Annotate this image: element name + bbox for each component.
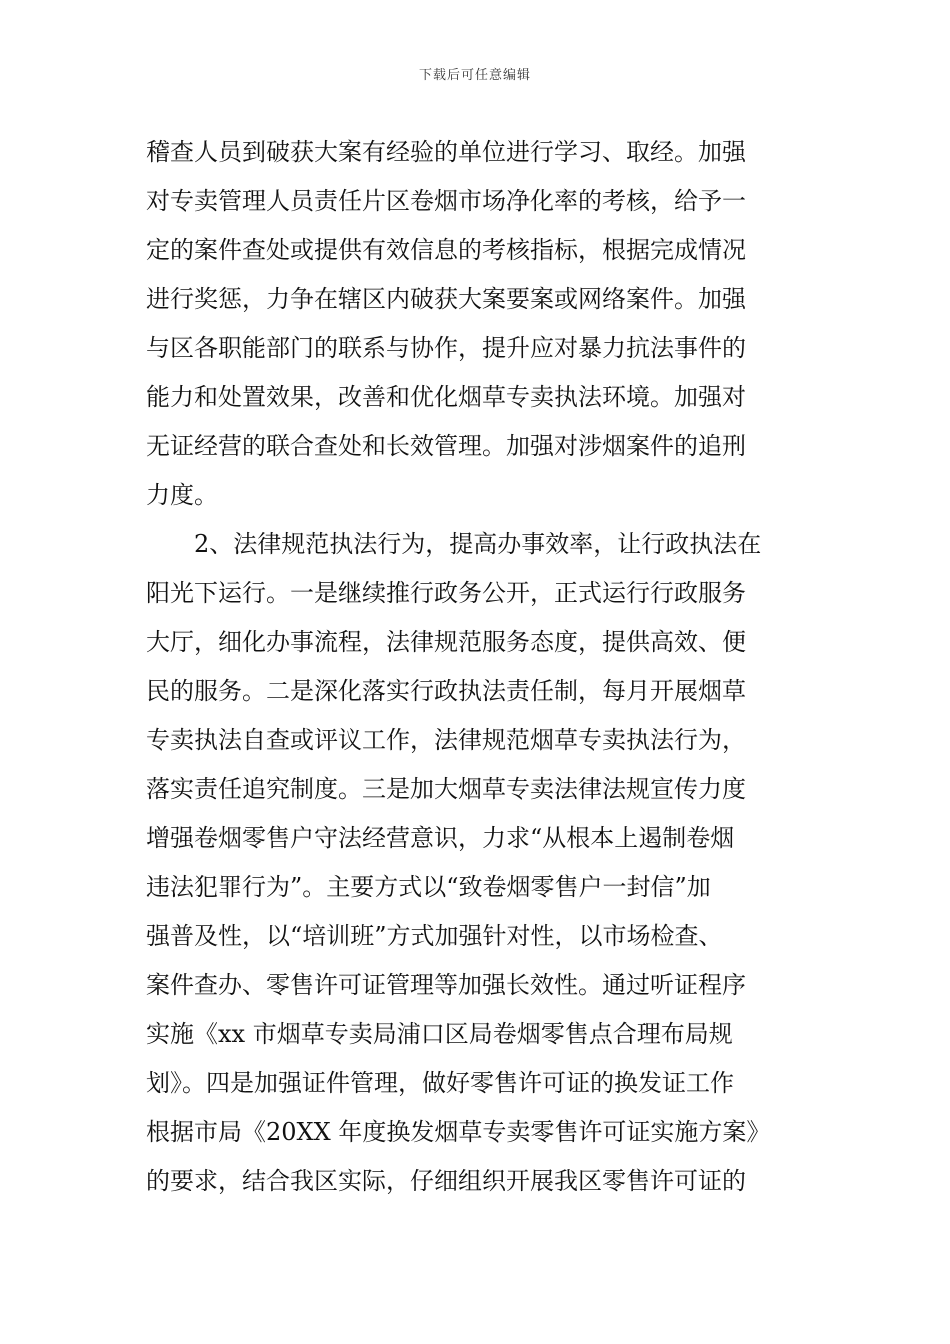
- text-line: 划》。四是加强证件管理，做好零售许可证的换发证工作: [146, 1069, 734, 1097]
- text-line: 的要求，结合我区实际，仔细组织开展我区零售许可证的: [146, 1167, 746, 1195]
- text-line: 与区各职能部门的联系与协作，提升应对暴力抗法事件的: [146, 334, 746, 362]
- text-line: 对专卖管理人员责任片区卷烟市场净化率的考核，给予一: [146, 187, 746, 215]
- page-header: 下载后可任意编辑: [418, 68, 531, 83]
- text-line: 稽查人员到破获大案有经验的单位进行学习、取经。加强: [146, 138, 746, 166]
- text-line: 增强卷烟零售户守法经营意识，力求“从根本上遏制卷烟: [146, 824, 735, 852]
- text-line: 落实责任追究制度。三是加大烟草专卖法律法规宣传力度: [146, 775, 746, 803]
- text-line: 强普及性，以“培训班”方式加强针对性，以市场检查、: [146, 922, 723, 950]
- text-line: 案件查办、零售许可证管理等加强长效性。通过听证程序: [146, 971, 746, 999]
- text-line: 民的服务。二是深化落实行政执法责任制，每月开展烟草: [146, 677, 746, 705]
- text-line: 实施《xx 市烟草专卖局浦口区局卷烟零售点合理布局规: [146, 1020, 733, 1048]
- text-line: 定的案件查处或提供有效信息的考核指标，根据完成情况: [146, 236, 746, 264]
- text-line: 无证经营的联合查处和长效管理。加强对涉烟案件的追刑: [146, 432, 746, 460]
- text-line: 阳光下运行。一是继续推行政务公开，正式运行行政服务: [146, 579, 746, 607]
- text-line: 进行奖惩，力争在辖区内破获大案要案或网络案件。加强: [146, 285, 746, 313]
- text-line: 能力和处置效果，改善和优化烟草专卖执法环境。加强对: [146, 383, 746, 411]
- text-line: 专卖执法自查或评议工作，法律规范烟草专卖执法行为，: [146, 726, 746, 754]
- document-body: [146, 128, 810, 1206]
- text-line: 违法犯罪行为”。主要方式以“致卷烟零售户一封信”加: [146, 873, 711, 901]
- paragraph-start-line: 2、法律规范执法行为，提高办事效率，让行政执法在: [194, 530, 762, 558]
- text-line: 力度。: [146, 481, 218, 509]
- text-line: 大厅，细化办事流程，法律规范服务态度，提供高效、便: [146, 628, 746, 656]
- text-line: 根据市局《20XX 年度换发烟草专卖零售许可证实施方案》: [146, 1118, 771, 1146]
